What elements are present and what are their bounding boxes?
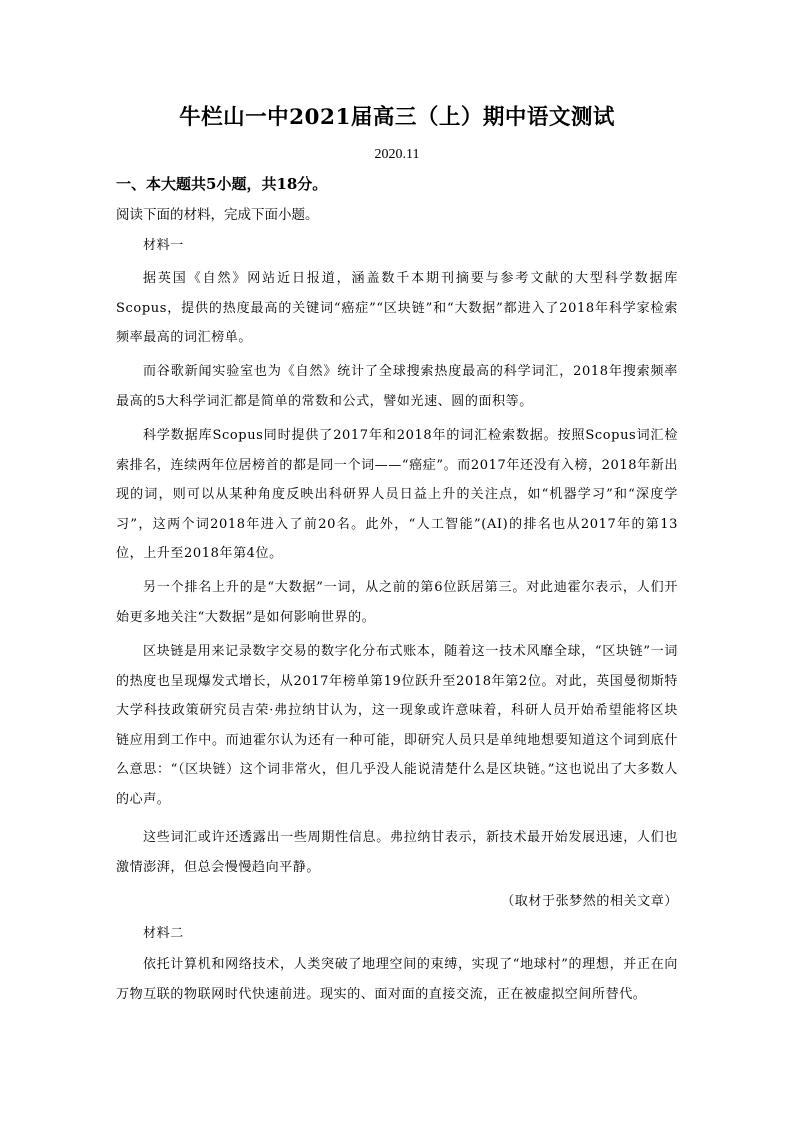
exam-date: 2020.11 bbox=[374, 147, 420, 162]
exam-title: 牛栏山一中2021届高三（上）期中语文测试 bbox=[179, 105, 615, 130]
material-1-source: （取材于张梦然的相关文章） bbox=[501, 894, 678, 909]
material-1-paragraph-5: 区块链是用来记录数字交易的数字化分布式账本，随着这一技术风靡全球，“区块链”一词的热度也呈现爆发式增长，从2017年榜单第19位跃升至2018年第2位。对此，英国曼彻斯特大学科技政策研究员吉荣·弗拉纳甘认为，这一现象或许意味着，科研人员开始希望能将区块链应用到工作中。而迪霍尔认为还有一种可能，即研究人员只是单纯地想要知道这个词到底什么意思：“（区块链）这个词非常火，但几乎没人能说清楚什么是区块链。”这也说出了大多数人的心声。 bbox=[116, 644, 678, 807]
material-1-paragraph-3: 科学数据库Scopus同时提供了2017年和2018年的词汇检索数据。按照Scopus词汇检索排名，连续两年位居榜首的都是同一个词——“癌症”。而2017年还没有入榜，2018年新出现的词，则可以从某种角度反映出科研界人员日益上升的关注点，如“机器学习”和“深度学习”，这两个词2018年进入了前20名。此外，“人工智能”(AI)的排名也从2017年的第13位，上升至2018年第4位。 bbox=[116, 428, 678, 561]
material-1-paragraph-1: 据英国《自然》网站近日报道，涵盖数千本期刊摘要与参考文献的大型科学数据库Scopus，提供的热度最高的关键词“癌症”“区块链”和“大数据”都进入了2018年科学家检索频率最高的词汇榜单。 bbox=[116, 271, 678, 345]
section-heading: 一、本大题共5小题，共18分。 bbox=[116, 175, 328, 193]
material-2-paragraph-1: 依托计算机和网络技术，人类突破了地理空间的束缚，实现了“地球村”的理想，并正在向万物互联的物联网时代快速前进。现实的、面对面的直接交流，正在被虚拟空间所替代。 bbox=[116, 957, 678, 1002]
material-2-label: 材料二 bbox=[143, 926, 184, 941]
material-1-paragraph-6: 这些词汇或许还透露出一些周期性信息。弗拉纳甘表示，新技术最开始发展迅速，人们也激情澎湃，但总会慢慢趋向平静。 bbox=[116, 830, 678, 875]
material-1-label: 材料一 bbox=[143, 238, 184, 253]
material-1-paragraph-2: 而谷歌新闻实验室也为《自然》统计了全球搜索热度最高的科学词汇，2018年搜索频率最高的5大科学词汇都是简单的常数和公式，譬如光速、圆的面积等。 bbox=[116, 364, 678, 409]
material-1-paragraph-4: 另一个排名上升的是“大数据”一词，从之前的第6位跃居第三。对此迪霍尔表示，人们开始更多地关注“大数据”是如何影响世界的。 bbox=[116, 580, 678, 625]
reading-instruction: 阅读下面的材料，完成下面小题。 bbox=[116, 207, 319, 223]
